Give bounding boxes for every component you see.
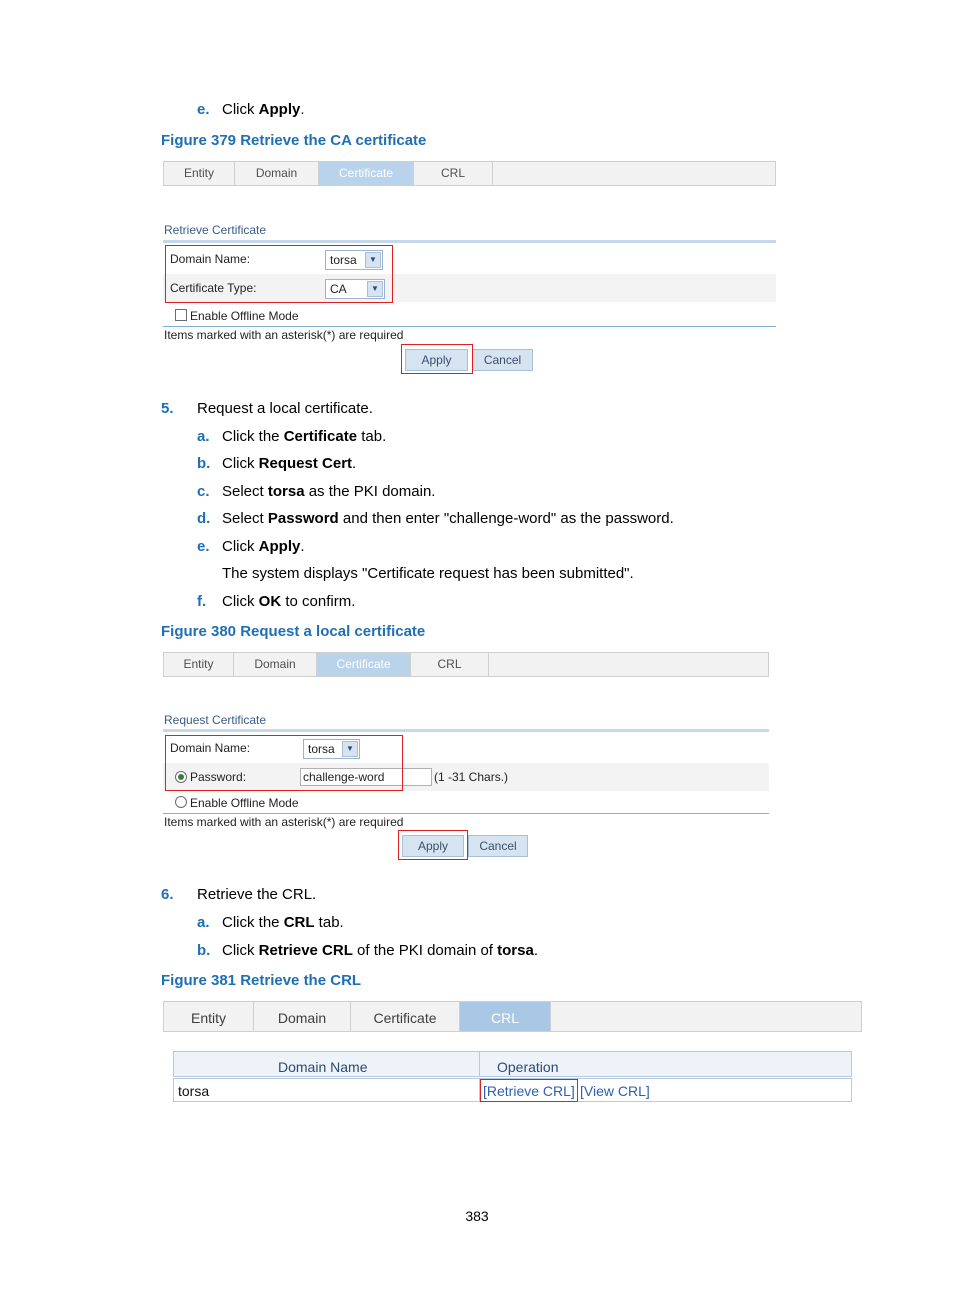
substep-marker: [197, 942, 210, 960]
step-marker: f.: [197, 593, 207, 610]
select-value: CA: [330, 282, 347, 296]
text: Click the: [222, 428, 284, 445]
chevron-down-icon[interactable]: ▼: [365, 252, 381, 268]
result-note: The system displays "Certificate request has been submitted".: [222, 565, 634, 582]
cancel-button[interactable]: Cancel: [468, 835, 528, 857]
text: Click the: [222, 914, 284, 931]
bold-term: Password: [267, 510, 339, 527]
figure-381-caption: Figure 381 Retrieve the CRL: [161, 972, 362, 989]
offline-mode-label: Enable Offline Mode: [190, 309, 299, 323]
highlight-box: [165, 735, 403, 791]
password-label: Password:: [190, 770, 247, 784]
step-5-marker: [161, 400, 174, 418]
tab-certificate[interactable]: Certificate: [351, 1002, 460, 1031]
step-marker: e.: [197, 101, 210, 118]
select-value: torsa: [308, 742, 335, 756]
view-crl-link[interactable]: [View CRL]: [580, 1083, 650, 1099]
step-marker: b.: [197, 942, 211, 959]
tab-domain[interactable]: Domain: [254, 1002, 351, 1031]
substep-f: [222, 593, 355, 611]
substep-marker: [197, 483, 210, 501]
step-marker: 6.: [161, 886, 174, 903]
step-marker: 5.: [161, 400, 174, 417]
step-marker: a.: [197, 914, 210, 931]
bold-term: Request Cert: [258, 455, 353, 472]
password-input[interactable]: challenge-word: [300, 768, 432, 786]
text: Click: [222, 101, 259, 118]
bold-term: torsa: [267, 483, 305, 500]
section-divider: [163, 729, 769, 732]
substep-marker: [197, 455, 210, 473]
figure-379-caption: Figure 379 Retrieve the CA certificate: [161, 132, 427, 149]
tab-crl[interactable]: CRL: [460, 1002, 551, 1031]
domain-name-label: Domain Name:: [170, 741, 251, 755]
highlight-box: [165, 245, 393, 303]
bold-term: Retrieve CRL: [258, 942, 353, 959]
highlight-box: [480, 1079, 578, 1102]
divider: [163, 813, 769, 814]
text: of the PKI domain of: [352, 942, 498, 959]
substep-b: [222, 455, 356, 473]
substep-marker: [197, 510, 210, 528]
step-e-line: [197, 101, 210, 119]
substep-b: [222, 942, 538, 960]
tab-certificate[interactable]: Certificate: [317, 653, 411, 676]
step-5-text: Request a local certificate.: [197, 400, 373, 417]
text: .: [300, 538, 305, 555]
text: Select: [222, 510, 268, 527]
substep-c: [222, 483, 435, 501]
offline-mode-label: Enable Offline Mode: [190, 796, 299, 810]
tab-entity[interactable]: Entity: [164, 1002, 254, 1031]
text: and then enter "challenge-word" as the password.: [338, 510, 674, 527]
select-value: torsa: [330, 253, 357, 267]
substep-a: [222, 914, 344, 932]
substep-e: [222, 538, 305, 556]
substep-a: [222, 428, 386, 446]
apply-button[interactable]: Apply: [402, 835, 464, 857]
bold-term: OK: [258, 593, 282, 610]
substep-marker: [197, 428, 210, 446]
substep-marker: [197, 538, 210, 556]
text: Click: [222, 593, 259, 610]
step-e-text: [222, 101, 305, 119]
substep-d: [222, 510, 674, 528]
section-title: Retrieve Certificate: [164, 223, 267, 237]
highlight-box: [398, 830, 468, 860]
text: .: [533, 942, 538, 959]
page-number: 383: [465, 1208, 489, 1224]
section-title: Request Certificate: [164, 713, 267, 727]
offline-mode-radio[interactable]: [175, 796, 187, 808]
step-marker: c.: [197, 483, 210, 500]
section-divider: [163, 240, 776, 243]
domain-name-label: Domain Name:: [170, 252, 251, 266]
text: tab.: [357, 428, 387, 445]
tab-crl[interactable]: CRL: [414, 162, 493, 185]
tab-domain[interactable]: Domain: [235, 162, 319, 185]
certificate-type-label: Certificate Type:: [170, 281, 257, 295]
cancel-button[interactable]: Cancel: [472, 349, 533, 371]
fig379-tab-bar: [163, 161, 776, 186]
tab-entity[interactable]: Entity: [164, 162, 235, 185]
apply-button[interactable]: Apply: [405, 349, 468, 371]
step-6-marker: [161, 886, 174, 904]
text: Click: [222, 538, 259, 555]
fig380-tab-bar: [163, 652, 769, 677]
tab-entity[interactable]: Entity: [164, 653, 234, 676]
col-domain-name: Domain Name: [278, 1059, 368, 1075]
chevron-down-icon[interactable]: ▼: [342, 741, 358, 757]
bold-term: torsa: [497, 942, 534, 959]
step-6-text: Retrieve the CRL.: [197, 886, 317, 903]
retrieve-crl-link[interactable]: [Retrieve CRL]: [483, 1083, 575, 1099]
step-marker: a.: [197, 428, 210, 445]
tab-domain[interactable]: Domain: [234, 653, 317, 676]
tab-certificate[interactable]: Certificate: [319, 162, 414, 185]
step-marker: b.: [197, 455, 211, 472]
row-cell: [174, 1079, 480, 1101]
text: Click: [222, 942, 259, 959]
bold-term: Apply: [258, 538, 301, 555]
highlight-box: [401, 344, 473, 374]
bold-term: Apply: [258, 101, 301, 118]
fig381-tab-bar: [163, 1001, 862, 1032]
chevron-down-icon[interactable]: ▼: [367, 281, 383, 297]
password-hint: (1 -31 Chars.): [434, 770, 509, 784]
divider: [163, 326, 776, 327]
offline-mode-checkbox[interactable]: [175, 309, 187, 321]
text: .: [300, 101, 305, 118]
step-marker: e.: [197, 538, 210, 555]
tab-crl[interactable]: CRL: [411, 653, 489, 676]
text: Click: [222, 455, 259, 472]
required-note: Items marked with an asterisk(*) are required: [164, 815, 404, 829]
text: Select: [222, 483, 268, 500]
step-marker: d.: [197, 510, 211, 527]
bold-term: Certificate: [283, 428, 358, 445]
text: as the PKI domain.: [304, 483, 436, 500]
text: to confirm.: [281, 593, 356, 610]
substep-marker: [197, 914, 210, 932]
crl-table-header: [173, 1051, 852, 1077]
text: tab.: [314, 914, 344, 931]
substep-marker: [197, 593, 206, 611]
row-domain-name: torsa: [178, 1083, 210, 1099]
required-note: Items marked with an asterisk(*) are required: [164, 328, 404, 342]
col-operation: Operation: [497, 1059, 559, 1075]
figure-380-caption: Figure 380 Request a local certificate: [161, 623, 426, 640]
bold-term: CRL: [283, 914, 315, 931]
text: .: [352, 455, 357, 472]
